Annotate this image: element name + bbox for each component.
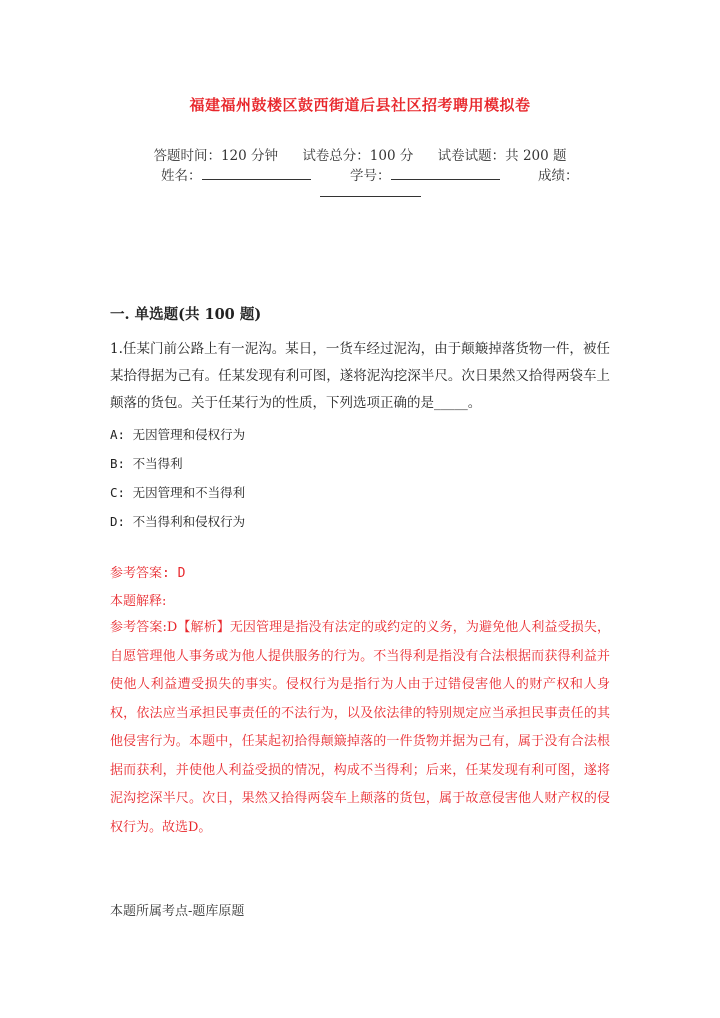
- option-a: A: 无因管理和侵权行为: [110, 427, 246, 442]
- page-title: 福建福州鼓楼区鼓西街道后县社区招考聘用模拟卷: [189, 96, 531, 114]
- score-blank: [320, 196, 421, 197]
- name-blank: [202, 167, 311, 180]
- question-text: 1.任某门前公路上有一泥沟。某日，一货车经过泥沟，由于颠簸掉落货物一件，被任某拾得据为己有。任某发现有利可图，遂将泥沟挖深半尺。次日果然又拾得两袋车上颠落的货包。关于任某行为的性质，下列选项正确的是_____。: [110, 341, 610, 411]
- name-label: 姓名：: [161, 168, 202, 184]
- exam-question-count: 试卷试题：共 200 题: [437, 148, 567, 164]
- reference-answer: 参考答案: D: [110, 566, 186, 581]
- question-origin: 本题所属考点-题库原题: [110, 904, 245, 919]
- student-id-blank: [391, 167, 500, 180]
- student-id-label: 学号：: [350, 168, 391, 184]
- exam-meta: [0, 144, 720, 164]
- exam-total-score: 试卷总分：100 分: [302, 148, 414, 164]
- explanation-heading: 本题解释:: [110, 594, 167, 609]
- score-label: 成绩：: [538, 168, 579, 184]
- option-d: D: 不当得利和侵权行为: [110, 514, 246, 529]
- option-c: C: 无因管理和不当得利: [110, 485, 246, 500]
- exam-time: 答题时间：120 分钟: [153, 148, 279, 164]
- question-options: [110, 420, 245, 536]
- section-title: 一. 单选题(共 100 题): [110, 306, 262, 323]
- explanation-text: 参考答案:D【解析】无因管理是指没有法定的或约定的义务，为避免他人利益受损失，自愿管理他人事务或为他人提供服务的行为。不当得利是指没有合法根据而获得利益并使他人利益遭受损失的事实。侵权行为是指行为人由于过错侵害他人的财产权和人身权，依法应当承担民事责任的不法行为，以及依法律的特别规定应当承担民事责任的其他侵害行为。本题中，任某起初拾得颠簸掉落的一件货物并据为己有，属于没有合法根据而获利，并使他人利益受损的情况，构成不当得利；后来，任某发现有利可图，遂将泥沟挖深半尺。次日，果然又拾得两袋车上颠落的货包，属于故意侵害他人财产权的侵权行为。故选D。: [110, 620, 610, 835]
- option-b: B: 不当得利: [110, 456, 183, 471]
